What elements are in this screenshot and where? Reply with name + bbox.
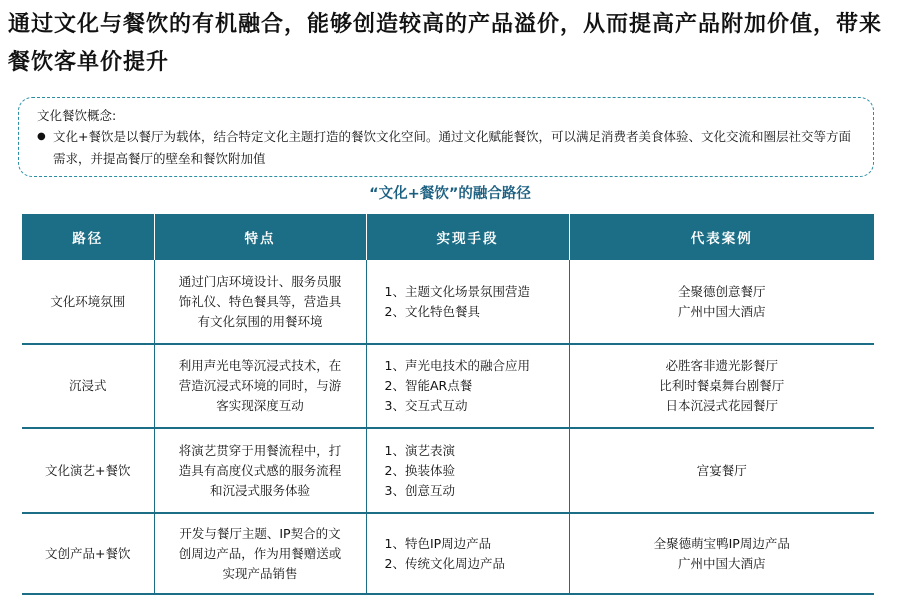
- feature-line: 客实现深度互动: [216, 398, 304, 413]
- cell-route: 文化环境氛围: [22, 260, 154, 344]
- feature-line: 造具有高度仪式感的服务流程: [178, 462, 342, 478]
- means-line: 1、特色IP周边产品: [384, 535, 492, 551]
- cell-route: 文创产品+餐饮: [22, 513, 154, 594]
- fusion-path-table: [22, 214, 874, 595]
- case-line: 比利时餐桌舞台剧餐厅: [659, 378, 785, 393]
- feature-line: 开发与餐厅主题、IP契合的文: [179, 525, 341, 541]
- bullet-icon: ●: [37, 131, 46, 142]
- feature-line: 创周边产品，作为用餐赠送或: [178, 545, 342, 561]
- case-line: 必胜客非遗光影餐厅: [665, 358, 778, 373]
- cell-means: [366, 344, 569, 428]
- cell-features: [154, 513, 366, 594]
- cell-features: [154, 260, 366, 344]
- means-line: 2、传统文化周边产品: [384, 555, 505, 571]
- table-title: “文化+餐饮”的融合路径: [369, 186, 531, 202]
- feature-line: 饰礼仪、特色餐具等，营造具: [178, 293, 342, 309]
- header-cases: 代表案例: [569, 214, 874, 260]
- cell-cases: [569, 513, 874, 594]
- concept-title: 文化餐饮概念:: [37, 108, 117, 123]
- cell-route: 沉浸式: [22, 344, 154, 428]
- case-line: 宫宴餐厅: [696, 462, 747, 478]
- cell-means: [366, 428, 569, 513]
- means-line: 1、演艺表演: [384, 442, 455, 458]
- feature-line: 有文化氛围的用餐环境: [197, 313, 323, 329]
- cell-features: [154, 428, 366, 513]
- table-row: [22, 344, 874, 428]
- means-line: 2、智能AR点餐: [384, 378, 473, 393]
- table-row: [22, 428, 874, 513]
- header-means: 实现手段: [366, 214, 569, 260]
- feature-line: 利用声光电等沉浸式技术，在: [178, 358, 342, 373]
- means-line: 3、创意互动: [384, 482, 455, 498]
- case-line: 全聚德创意餐厅: [677, 283, 766, 299]
- cell-cases: [569, 344, 874, 428]
- feature-line: 将演艺贯穿于用餐流程中，打: [178, 442, 342, 458]
- cell-means: [366, 260, 569, 344]
- feature-line: 实现产品销售: [222, 565, 298, 581]
- cell-cases: [569, 260, 874, 344]
- concept-box: [18, 97, 874, 177]
- cell-route: 文化演艺+餐饮: [22, 428, 154, 513]
- means-line: 3、交互式互动: [384, 398, 468, 413]
- concept-item: [37, 126, 859, 170]
- table-row: [22, 260, 874, 344]
- feature-line: 通过门店环境设计、服务员服: [178, 273, 342, 289]
- header-route: 路径: [22, 214, 154, 260]
- header-features: 特点: [154, 214, 366, 260]
- means-line: 1、主题文化场景氛围营造: [384, 283, 530, 299]
- case-line: 广州中国大酒店: [677, 303, 766, 319]
- case-line: 广州中国大酒店: [677, 555, 766, 571]
- cell-features: [154, 344, 366, 428]
- case-line: 全聚德萌宝鸭IP周边产品: [653, 535, 790, 551]
- feature-line: 和沉浸式服务体验: [209, 482, 310, 498]
- concept-text: 文化+餐饮是以餐厅为载体，结合特定文化主题打造的餐饮文化空间。通过文化赋能餐饮，可以满足消费者美食体验、文化交流和圈层社交等方面需求，并提高餐厅的壁垒和餐饮附加值: [53, 129, 851, 166]
- cell-cases: [569, 428, 874, 513]
- cell-means: [366, 513, 569, 594]
- means-line: 1、声光电技术的融合应用: [384, 358, 530, 373]
- case-line: 日本沉浸式花园餐厅: [665, 398, 778, 413]
- page-headline: 通过文化与餐饮的有机融合，能够创造较高的产品溢价，从而提高产品附加价值，带来餐饮客单价提升: [8, 12, 883, 75]
- feature-line: 营造沉浸式环境的同时，与游: [178, 378, 342, 393]
- means-line: 2、文化特色餐具: [384, 303, 480, 319]
- table-row: [22, 513, 874, 594]
- table-header-row: [22, 214, 874, 260]
- means-line: 2、换装体验: [384, 462, 455, 478]
